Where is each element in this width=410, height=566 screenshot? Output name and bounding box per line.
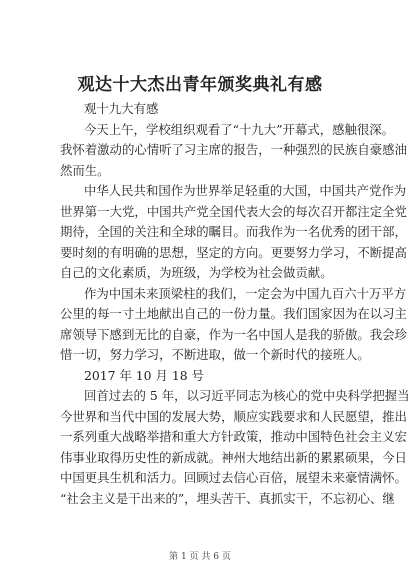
text-line: 世界第一大党，中国共产党全国代表大会的每次召开都注定全党 xyxy=(60,203,407,219)
text-line: 中华人民共和国作为世界举足轻重的大国，中国共产党作为 xyxy=(84,183,407,198)
text-line: 期待，全国的关注和全球的瞩目。而我作为一名优秀的团干部， xyxy=(60,224,407,239)
text-line: 然而生。 xyxy=(60,162,110,178)
text-line: 作为中国未来顶梁柱的我们，一定会为中国九百六十万平方 xyxy=(84,285,407,301)
text-line: 回首过去的 5 年，以习近平同志为核心的党中央科学把握当 xyxy=(84,388,410,403)
text-line: 我怀着激动的心情听了习主席的报告，一种强烈的民族自豪感油 xyxy=(60,142,407,157)
text-line: 中国更具生机和活力。回顾过去信心百倍，展望未来豪情满怀。 xyxy=(60,470,407,485)
text-line: 一系列重大战略举措和重大方针政策，推动中国特色社会主义宏 xyxy=(60,429,407,444)
text-line: 惜一切，努力学习，不断进取，做一个新时代的接班人。 xyxy=(60,347,370,362)
document-title: 观达十大杰出青年颁奖典礼有感 xyxy=(77,75,323,95)
document-body xyxy=(60,99,410,509)
page-footer: 第 1 页 共 6 页 xyxy=(169,552,231,562)
text-line: “社会主义是干出来的”，埋头苦干、真抓实干，不忘初心、继 xyxy=(60,490,395,506)
text-line: 自己的文化素质，为班级，为学校为社会做贡献。 xyxy=(60,265,333,280)
text-line: 2017 年 10 月 18 号 xyxy=(84,367,204,383)
text-line: 今世界和当代中国的发展大势，顺应实践要求和人民愿望，推出 xyxy=(60,408,407,424)
text-line: 席领导下感到无比的自豪，作为一名中国人是我的骄傲。我会珍 xyxy=(60,326,407,342)
text-line: 观十九大有感 xyxy=(84,101,159,116)
text-line: 伟事业取得历史性的新成就。神州大地结出新的累累硕果，今日 xyxy=(60,449,407,465)
text-line: 今天上午，学校组织观看了“十九大”开幕式，感触很深。 xyxy=(84,121,395,137)
text-line: 公里的每一寸土地献出自己的一份力量。我们国家因为在以习主 xyxy=(60,306,407,321)
text-line: 要时刻的有明确的思想，坚定的方向。更要努力学习，不断提高 xyxy=(60,244,407,260)
